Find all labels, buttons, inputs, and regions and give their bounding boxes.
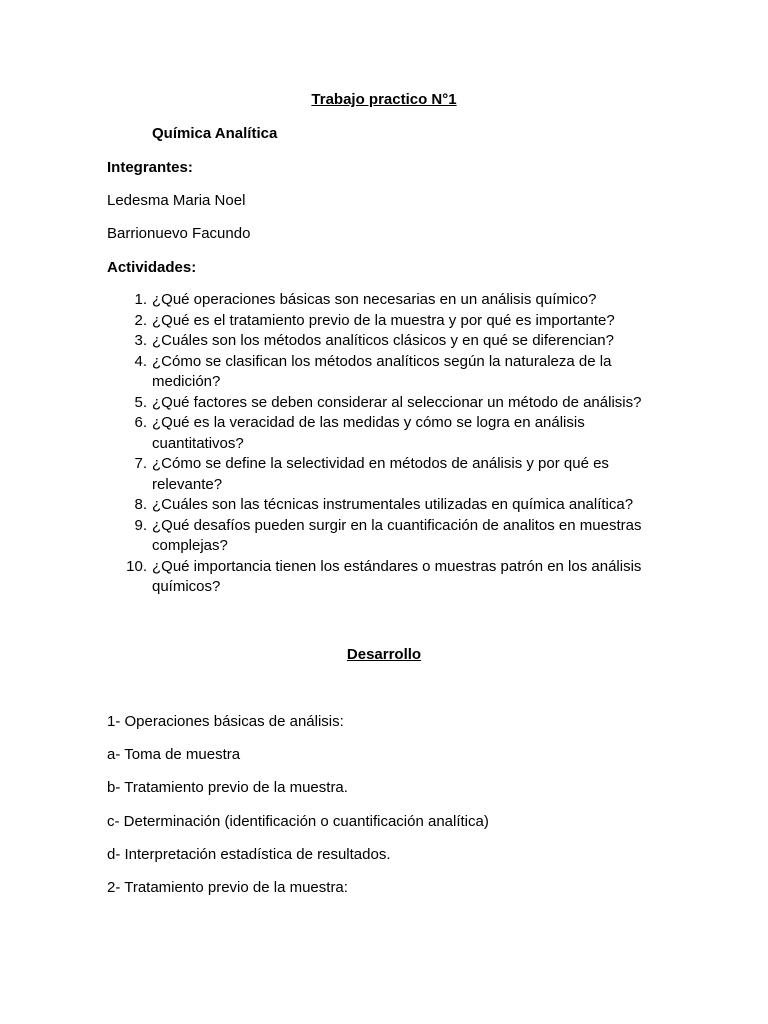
list-item [107,331,667,352]
activities-label: Actividades: [107,259,197,276]
list-item-text-continued: relevante? [152,475,223,493]
development-line: 2- Tratamiento previo de la muestra: [107,879,348,896]
list-item [107,495,667,516]
development-line: c- Determinación (identificación o cuantificación analítica) [107,813,489,830]
list-item-text: ¿Cómo se clasifican los métodos analíticos según la naturaleza de la [152,352,612,370]
list-item-text-continued: cuantitativos? [152,434,244,452]
list-item [107,393,667,414]
list-item-text: ¿Qué es el tratamiento previo de la muestra y por qué es importante? [152,311,615,329]
list-item-number: 7. [134,455,147,472]
list-item-number: 2. [134,311,147,329]
list-item-text-continued: químicos? [152,578,221,595]
list-item-text: ¿Qué operaciones básicas son necesarias en un análisis químico? [152,291,597,308]
list-item-number: 6. [134,414,147,431]
member-name: Barrionuevo Facundo [107,225,251,242]
members-label: Integrantes: [107,159,193,176]
list-item-number: 3. [134,332,147,349]
document-title: Trabajo practico N°1 [311,91,457,108]
list-item-text: ¿Qué desafíos pueden surgir en la cuantificación de analitos en muestras [152,516,642,534]
list-item-text: ¿Qué factores se deben considerar al seleccionar un método de análisis? [152,393,642,411]
list-item [107,454,667,495]
list-item [107,352,667,393]
member-name: Ledesma Maria Noel [107,192,246,209]
development-line: a- Toma de muestra [107,746,241,763]
list-item-text: ¿Qué importancia tienen los estándares o muestras patrón en los análisis [152,557,642,575]
list-item-text-continued: medición? [152,373,221,390]
development-title: Desarrollo [346,646,422,663]
list-item [107,413,667,454]
list-item-number: 5. [134,393,147,411]
list-item [107,516,667,557]
development-line: 1- Operaciones básicas de análisis: [107,713,344,730]
list-item-number: 10. [126,557,147,575]
development-line: d- Interpretación estadística de resultados. [107,846,391,863]
list-item [107,557,667,598]
list-item-text: ¿Cuáles son las técnicas instrumentales utilizadas en química analítica? [152,496,634,513]
development-line: b- Tratamiento previo de la muestra. [107,779,348,796]
list-item [107,311,667,332]
list-item-text: ¿Cuáles son los métodos analíticos clásicos y en qué se diferencian? [152,332,614,349]
list-item-text-continued: complejas? [152,537,228,554]
list-item-number: 8. [134,496,147,513]
activities-list [107,290,667,598]
subject-heading: Química Analítica [152,125,278,142]
list-item-number: 1. [134,291,147,308]
list-item [107,290,667,311]
list-item-text: ¿Qué es la veracidad de las medidas y cómo se logra en análisis [152,414,585,431]
list-item-number: 4. [134,352,147,370]
list-item-text: ¿Cómo se define la selectividad en métodos de análisis y por qué es [152,455,609,472]
list-item-number: 9. [134,516,147,534]
